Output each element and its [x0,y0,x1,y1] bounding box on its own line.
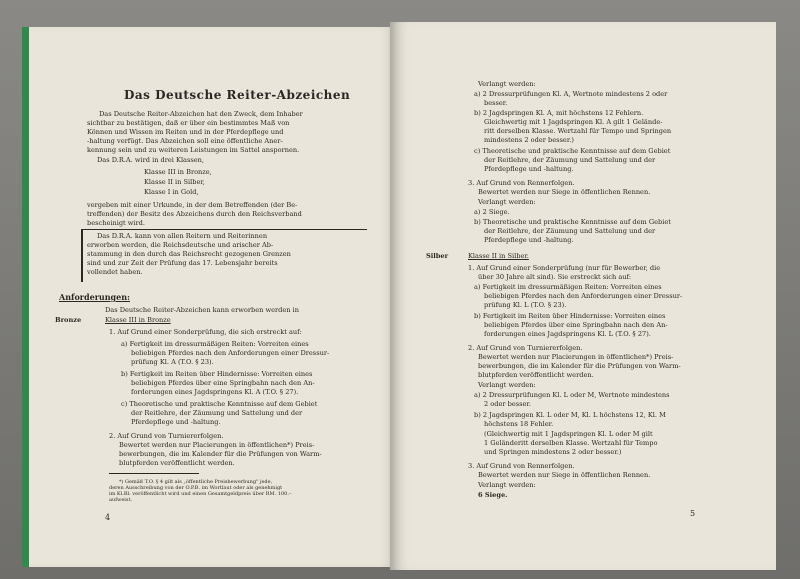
footnote-rule [109,473,199,474]
item-b: beliebigen Pferdes über eine Springbahn nach den An- [131,379,315,387]
text-line: und Springen mindestens 2 oder besser.) [484,448,622,456]
text-line: beliebigen Pferdes nach den Anforderungen einer Dressur- [484,292,683,300]
item-2: 2. Auf Grund von Turniererfolgen. [109,432,224,440]
item-c: c) Theoretische und praktische Kenntnisse auf dem Gebiet [121,400,318,408]
intro-line: Das D.R.A. wird in drei Klassen, [97,156,204,164]
text-line: Verlangt werden: [478,481,536,489]
margin-label-silber: Silber [426,252,449,260]
intro-line: bescheinigt wird. [87,219,146,227]
item-a: beliebigen Pferdes nach den Anforderungen einer Dressur- [131,349,330,357]
text-line: a) 2 Dressurprüfungen Kl. A, Wertnote mindestens 2 oder [474,90,668,98]
text-line: b) 2 Jagdspringen Kl. L oder M, Kl. L höchstens 12, Kl. M [474,411,666,419]
item-2: Bewertet werden nur Placierungen in öffentlichen*) Preis- [119,441,315,449]
class-line: Klasse II in Silber, [144,178,205,186]
text-line: 6 Siege. [478,491,508,499]
item-a: prüfung Kl. A (T.O. § 23). [131,358,214,366]
text-line: 1. Auf Grund einer Sonderprüfung (nur für Bewerber, die [468,264,661,272]
item-b: b) Fertigkeit im Reiten über Hindernisse: Vorreiten eines [121,370,313,378]
text-line: Bewertet werden nur Siege in öffentlichen Rennen. [478,471,651,479]
text-line: der Reitlehre, der Zäumung und Sattelung und der [484,156,656,164]
text-line: 2 oder besser. [484,400,531,408]
page-number: 5 [690,509,696,518]
section-heading: Anforderungen: [59,292,130,302]
class-line: Klasse I in Gold, [144,188,199,196]
intro-line: -haltung verfügt. Das Abzeichen soll eine öffentliche Aner- [87,137,283,145]
page-number: 4 [105,513,111,522]
text-line: beliebigen Pferdes über eine Springbahn nach den An- [484,321,668,329]
item-1: 1. Auf Grund einer Sonderprüfung, die sich erstreckt auf: [109,328,302,336]
footnote: aufweist. [109,497,133,503]
text-line: Pferdepflege und -haltung. [484,165,574,173]
left-page [22,27,397,567]
intro-line: sichtbar zu bestätigen, daß er über ein bestimmtes Maß von [87,119,290,127]
text-line: b) Fertigkeit im Reiten über Hindernisse: Vorreiten eines [474,312,666,320]
text-line: höchstens 18 Fehler. [484,420,554,428]
right-page [390,22,776,570]
text-line: a) 2 Siege. [474,208,510,216]
box-line: stammung in den durch das Reichsrecht gezogenen Grenzen [87,250,291,258]
text-line: forderungen eines Jagdspringens Kl. L (T.O. § 27). [484,330,651,338]
text-line: b) 2 Jagdspringen Kl. A, mit höchstens 12 Fehlern. [474,109,644,117]
item-c: der Reitlehre, der Zäumung und Sattelung und der [131,409,303,417]
footnote: im Kl.Bl. veröffentlicht wird und einen Gesamtgeldpreis über RM. 100.– [109,491,292,497]
footnote: deren Ausschreibung von der O.P.B. im Wortlaut oder als genehmigt [109,485,283,491]
intro-line: kennung sein und zu weiteren Leistungen im Sattel anspornen. [87,146,300,154]
intro-line: treffenden) der Besitz des Abzeichens durch den Reichsverband [87,210,302,218]
text-line: c) Theoretische und praktische Kenntnisse auf dem Gebiet [474,147,671,155]
text-line: a) 2 Dressurprüfungen Kl. L oder M, Wertnote mindestens [474,391,670,399]
footnote: *) Gemäß T.O. § 4 gilt als „öffentliche Preisbewerbung" jede, [119,479,273,485]
anf-text: Das Deutsche Reiter-Abzeichen kann erworben werden in [105,306,299,314]
class-line: Klasse III in Bronze, [144,168,212,176]
page-title: Das Deutsche Reiter-Abzeichen [124,88,351,102]
text-line: b) Theoretische und praktische Kenntnisse auf dem Gebiet [474,218,671,226]
text-line: (Gleichwertig mit 1 Jagdspringen Kl. L oder M gilt [484,430,653,438]
intro-line: vergeben mit einer Urkunde, in der dem Betreffenden (der Be- [87,201,298,209]
text-line: a) Fertigkeit im dressurmäßigen Reiten: Vorreiten eines [474,283,662,291]
text-line: 3. Auf Grund von Rennerfolgen. [468,179,575,187]
box-line: sind und zur Zeit der Prüfung das 17. Lebensjahr bereits [87,259,278,267]
margin-label-bronze: Bronze [55,316,82,324]
text-line: prüfung Kl. L (T.O. § 23). [484,301,567,309]
text-line: mindestens 2 oder besser.) [484,136,574,144]
bronze-class: Klasse III in Bronze [105,316,171,324]
intro-line: Das Deutsche Reiter-Abzeichen hat den Zweck, dem Inhaber [99,110,303,118]
item-b: forderungen eines Jagdspringens Kl. A (T.O. § 27). [131,388,299,396]
item-a: a) Fertigkeit im dressurmäßigen Reiten: Vorreiten eines [121,340,309,348]
text-line: Verlangt werden: [478,80,536,88]
text-line: Bewertet werden nur Placierungen in öffentlichen*) Preis- [478,353,674,361]
text-line: Gleichwertig mit 1 Jagdspringen Kl. A gilt 1 Gelände- [484,118,663,126]
item-2: bewerbungen, die im Kalender für die Prüfungen von Warm- [119,450,322,458]
text-line: Verlangt werden: [478,198,536,206]
box-line: Das D.R.A. kann von allen Reitern und Reiterinnen [97,232,268,240]
text-line: 2. Auf Grund von Turniererfolgen. [468,344,583,352]
text-line: über 30 Jahre alt sind). Sie erstreckt sich auf: [478,273,632,281]
text-line: ritt derselben Klasse. Wertzahl für Tempo und Springen [484,127,672,135]
intro-line: Können und Wissen im Reiten und in der Pferdepflege und [87,128,284,136]
text-line: Verlangt werden: [478,381,536,389]
text-line: blutpferden veröffentlicht werden. [478,371,594,379]
item-2: blutpferden veröffentlicht werden. [119,459,235,467]
text-line: 1 Geländeritt derselben Klasse. Wertzahl für Tempo [484,439,658,447]
item-c: Pferdepflege und -haltung. [131,418,221,426]
box-line: vollendet haben. [87,268,143,276]
text-line: 3. Auf Grund von Rennerfolgen. [468,462,575,470]
text-line: besser. [484,99,508,107]
text-line: der Reitlehre, der Zäumung und Sattelung und der [484,227,656,235]
text-line: Bewertet werden nur Siege in öffentlichen Rennen. [478,188,651,196]
box-line: erworben werden, die Reichsdeutsche und arischer Ab- [87,241,274,249]
silber-class: Klasse II in Silber. [468,252,529,260]
text-line: Pferdepflege und -haltung. [484,236,574,244]
text-line: bewerbungen, die im Kalender für die Prüfungen von Warm- [478,362,681,370]
